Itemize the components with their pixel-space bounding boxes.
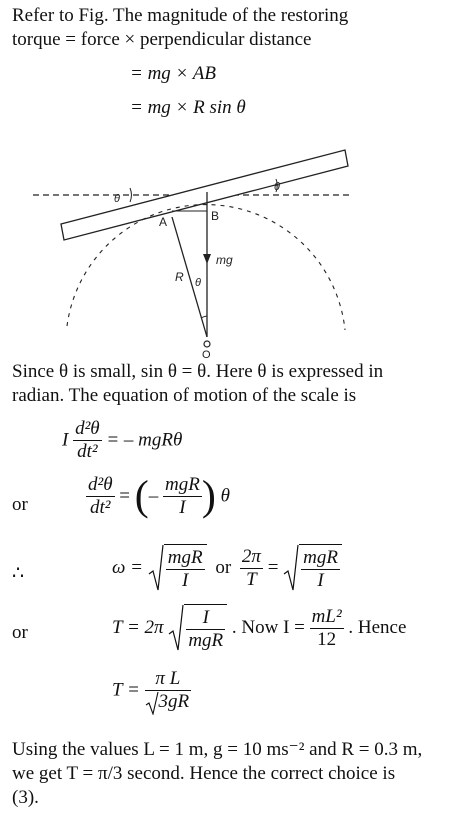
theta-bottom-label: θ — [195, 277, 201, 289]
eqe-den: 3gR — [158, 691, 190, 712]
eqb-inner-num: mgR — [165, 474, 200, 495]
eqc-or: or — [215, 557, 232, 578]
eqd-den: mgR — [188, 630, 224, 651]
eqa-i: I — [62, 429, 69, 451]
mg-arrow-icon — [203, 254, 211, 264]
eqb-inner-den: I — [163, 496, 202, 519]
eqc-den2: T — [240, 568, 263, 591]
theta-left-label: θ — [114, 193, 120, 205]
mg-label: mg — [216, 253, 233, 267]
eqd-num2: mL² — [311, 605, 342, 627]
eqa-fraction — [73, 418, 102, 463]
eqb-theta: θ — [220, 485, 230, 507]
eqc-num2: 2π — [241, 545, 261, 567]
eqd-now: . Now I = — [231, 617, 305, 638]
eqb-den: dt² — [86, 496, 115, 519]
theta-right-label: θ — [274, 181, 280, 193]
conclusion-line-2: we get T = π/3 second. Hence the correct choice is — [12, 763, 396, 784]
point-b-label: B — [211, 209, 220, 223]
eqc-lead: ∴ — [12, 563, 25, 584]
equation-d — [112, 604, 406, 652]
eqd-fraction-2 — [310, 606, 344, 651]
conclusion-line-3: (3). — [12, 787, 39, 808]
eqa-rhs: = – mgRθ — [106, 429, 183, 451]
equation-c: ω = $\frac{\text{mgR}}{I}$ or $\frac{2\pi}{T}$ = $\frac{\text{mgR}}{I}$ — [112, 544, 342, 592]
conclusion-line-1: Using the values L = 1 m, g = 10 ms⁻² and R = 0.3 m, — [12, 739, 423, 760]
eqd-sqrt — [168, 604, 227, 652]
pendulum-scale-figure — [0, 140, 457, 370]
eqb-lead: or — [12, 494, 28, 515]
eqa-den: dt² — [73, 440, 102, 463]
eqd-hence: . Hence — [348, 617, 407, 638]
radius-r-label: R — [175, 270, 184, 284]
equation-b: $\frac{\text{d²θ}}{\text{dt²}}$ = (– $\frac{\text{mgR}}{I}$ ) θ — [88, 473, 230, 520]
eqe-t: T = — [112, 679, 140, 701]
equation-mg-ab: = mg × AB — [130, 63, 216, 84]
eqb-inner-fraction — [163, 474, 202, 519]
pivot-point-o — [204, 341, 210, 347]
para-line-2: radian. The equation of motion of the scale is — [12, 385, 357, 406]
eqe-num: π L — [155, 668, 181, 689]
equation-e — [112, 668, 191, 713]
eqd-lead: or — [12, 622, 28, 643]
eqd-den2: 12 — [310, 628, 344, 651]
equation-mg-r-sin: = mg × R sin θ — [130, 97, 246, 118]
angle-arc-left — [130, 188, 131, 202]
para-line-1: Since θ is small, sin θ = θ. Here θ is expressed in — [12, 361, 384, 382]
eqc-den3: I — [301, 569, 340, 592]
eqc-fraction-2 — [240, 546, 263, 591]
eqc-omega: ω = — [112, 557, 143, 578]
angle-arc-bottom — [201, 316, 207, 318]
eqb-fraction — [86, 474, 115, 519]
eqc-den1: I — [166, 569, 205, 592]
equation-a — [62, 418, 182, 463]
eqe-fraction — [145, 668, 192, 713]
point-o-label: O — [202, 349, 211, 361]
eqc-num1: mgR — [167, 547, 203, 568]
eqe-den-wrap — [145, 690, 192, 713]
eqd-num: I — [202, 607, 209, 628]
eqb-num: d²θ — [88, 474, 113, 495]
eqc-num3: mgR — [303, 547, 338, 568]
eqa-num: d²θ — [75, 418, 100, 439]
eqd-t: T = 2π — [112, 617, 164, 638]
intro-line-2: torque = force × perpendicular distance — [12, 29, 312, 50]
intro-line-1: Refer to Fig. The magnitude of the restoring — [12, 5, 349, 26]
eqc-sqrt-1 — [148, 544, 207, 592]
point-a-label: A — [159, 215, 168, 229]
eqc-sqrt-2 — [283, 544, 342, 592]
